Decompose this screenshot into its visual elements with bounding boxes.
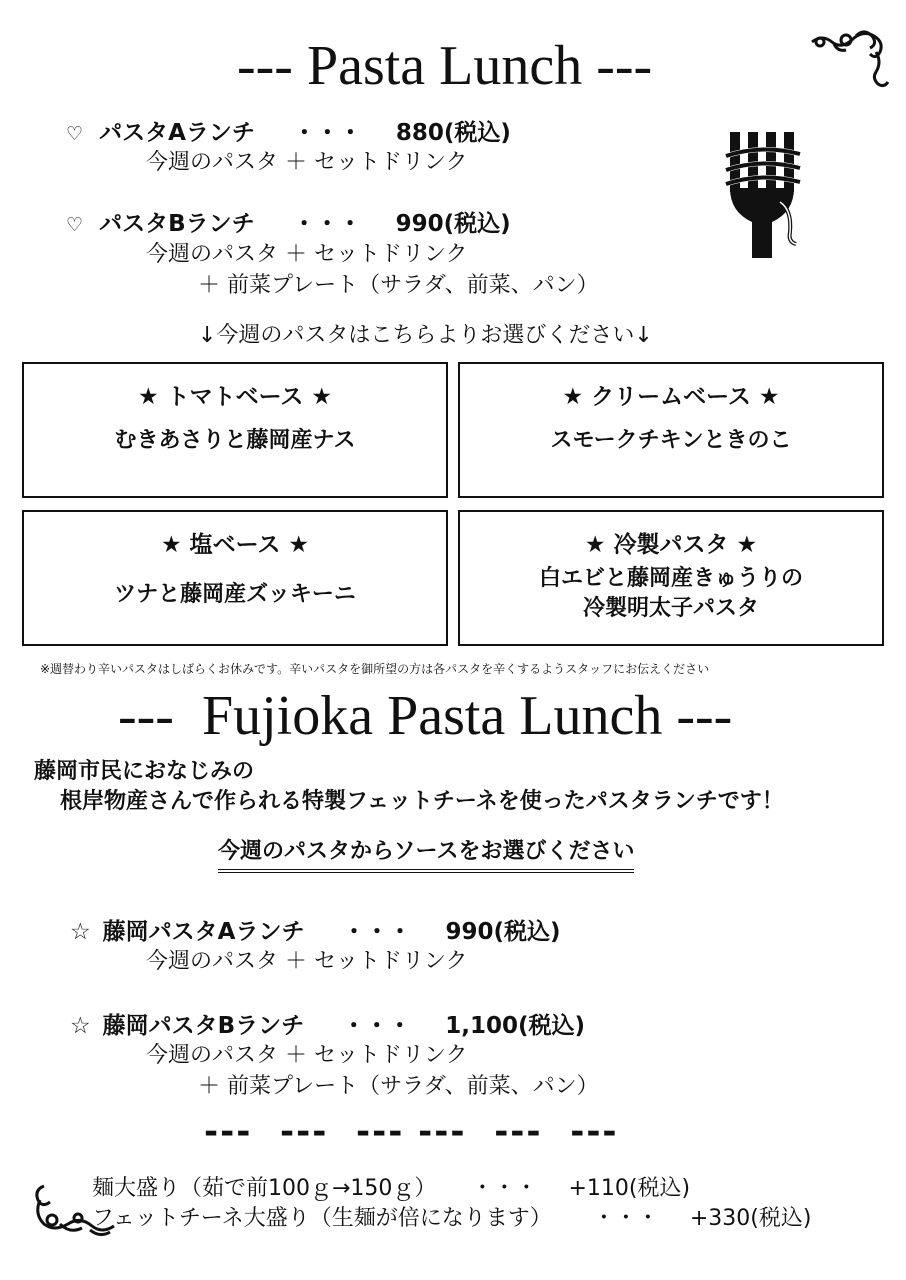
fujioka-menu-b-name: 藤岡パスタBランチ — [102, 1013, 305, 1039]
star-outline-icon: ☆ — [70, 919, 91, 945]
intro-line-1: 藤岡市民におなじみの — [34, 759, 255, 784]
menu-a-price: 880(税込) — [395, 120, 511, 146]
option-row — [92, 1171, 690, 1202]
sauce-prompt: 今週のパスタからソースをお選びください — [218, 834, 634, 873]
option-price: +330(税込) — [689, 1206, 812, 1231]
fujioka-menu-b-dots: ・・・ — [342, 1013, 412, 1039]
flourish-ornament-icon — [806, 28, 892, 94]
menu-b-name: パスタBランチ — [99, 211, 255, 237]
fujioka-menu-b-line — [70, 1007, 585, 1040]
menu-b-dots: ・・・ — [292, 211, 362, 237]
star-outline-icon: ☆ — [70, 1013, 91, 1039]
fujioka-menu-a-name: 藤岡パスタAランチ — [102, 919, 305, 945]
pasta-box-cold — [458, 510, 884, 646]
box-heading: ★ クリームベース ★ — [562, 384, 780, 410]
box-heading: ★ 塩ベース ★ — [160, 532, 310, 558]
fujioka-menu-a-price: 990(税込) — [445, 919, 561, 945]
menu-b-line — [66, 205, 511, 238]
fujioka-menu-b-price: 1,100(税込) — [445, 1013, 585, 1039]
fork-pasta-icon — [724, 128, 804, 260]
section-title: --- Fujioka Pasta Lunch --- — [118, 685, 733, 747]
option-dots: ・・・ — [592, 1206, 659, 1231]
option-name: フェットチーネ大盛り（生麺が倍になります） — [92, 1206, 552, 1231]
fujioka-menu-a-line — [70, 913, 561, 946]
spicy-note: ※週替わり辛いパスタはしばらくお休みです。辛いパスタを御所望の方は各パスタを辛くするようスタッフにお伝えください — [40, 662, 710, 676]
intro-line-2: 根岸物産さんで作られる特製フェットチーネを使ったパスタランチです！ — [60, 789, 784, 814]
pasta-box-salt — [22, 510, 448, 646]
menu-b-price: 990(税込) — [395, 211, 511, 237]
dash-divider: --- --- --- --- --- --- — [204, 1112, 619, 1152]
menu-a-dots: ・・・ — [292, 120, 362, 146]
fujioka-menu-a-dots: ・・・ — [342, 919, 412, 945]
box-body: スモークチキンときのこ — [550, 428, 792, 453]
box-heading: ★ トマトベース ★ — [137, 384, 333, 410]
fujioka-menu-b-desc: 今週のパスタ ＋ セットドリンク — [146, 1043, 468, 1068]
menu-a-line — [66, 114, 511, 147]
menu-a-name: パスタAランチ — [99, 120, 255, 146]
choose-prompt: ↓今週のパスタはこちらよりお選びください↓ — [198, 323, 653, 348]
box-body-line2: 冷製明太子パスタ — [582, 596, 759, 621]
heart-icon: ♡ — [66, 214, 84, 236]
pasta-box-cream — [458, 362, 884, 498]
page-title: --- Pasta Lunch --- — [237, 35, 653, 97]
fujioka-menu-a-desc: 今週のパスタ ＋ セットドリンク — [146, 949, 468, 974]
pasta-box-tomato — [22, 362, 448, 498]
menu-b-extra: ＋ 前菜プレート（サラダ、前菜、パン） — [198, 273, 599, 298]
box-body-line1: 白エビと藤岡産きゅうりの — [538, 566, 803, 591]
box-body: むきあさりと藤岡産ナス — [114, 428, 356, 453]
menu-b-desc: 今週のパスタ ＋ セットドリンク — [146, 242, 468, 267]
box-heading: ★ 冷製パスタ ★ — [584, 532, 758, 558]
option-price: +110(税込) — [568, 1176, 691, 1201]
box-body: ツナと藤岡産ズッキーニ — [114, 582, 356, 607]
option-row — [92, 1201, 811, 1232]
option-dots: ・・・ — [471, 1176, 538, 1201]
option-name: 麺大盛り（茹で前100ｇ→150ｇ） — [92, 1176, 437, 1201]
fujioka-menu-b-extra: ＋ 前菜プレート（サラダ、前菜、パン） — [198, 1074, 599, 1099]
heart-icon: ♡ — [66, 123, 84, 145]
menu-a-desc: 今週のパスタ ＋ セットドリンク — [146, 150, 468, 175]
